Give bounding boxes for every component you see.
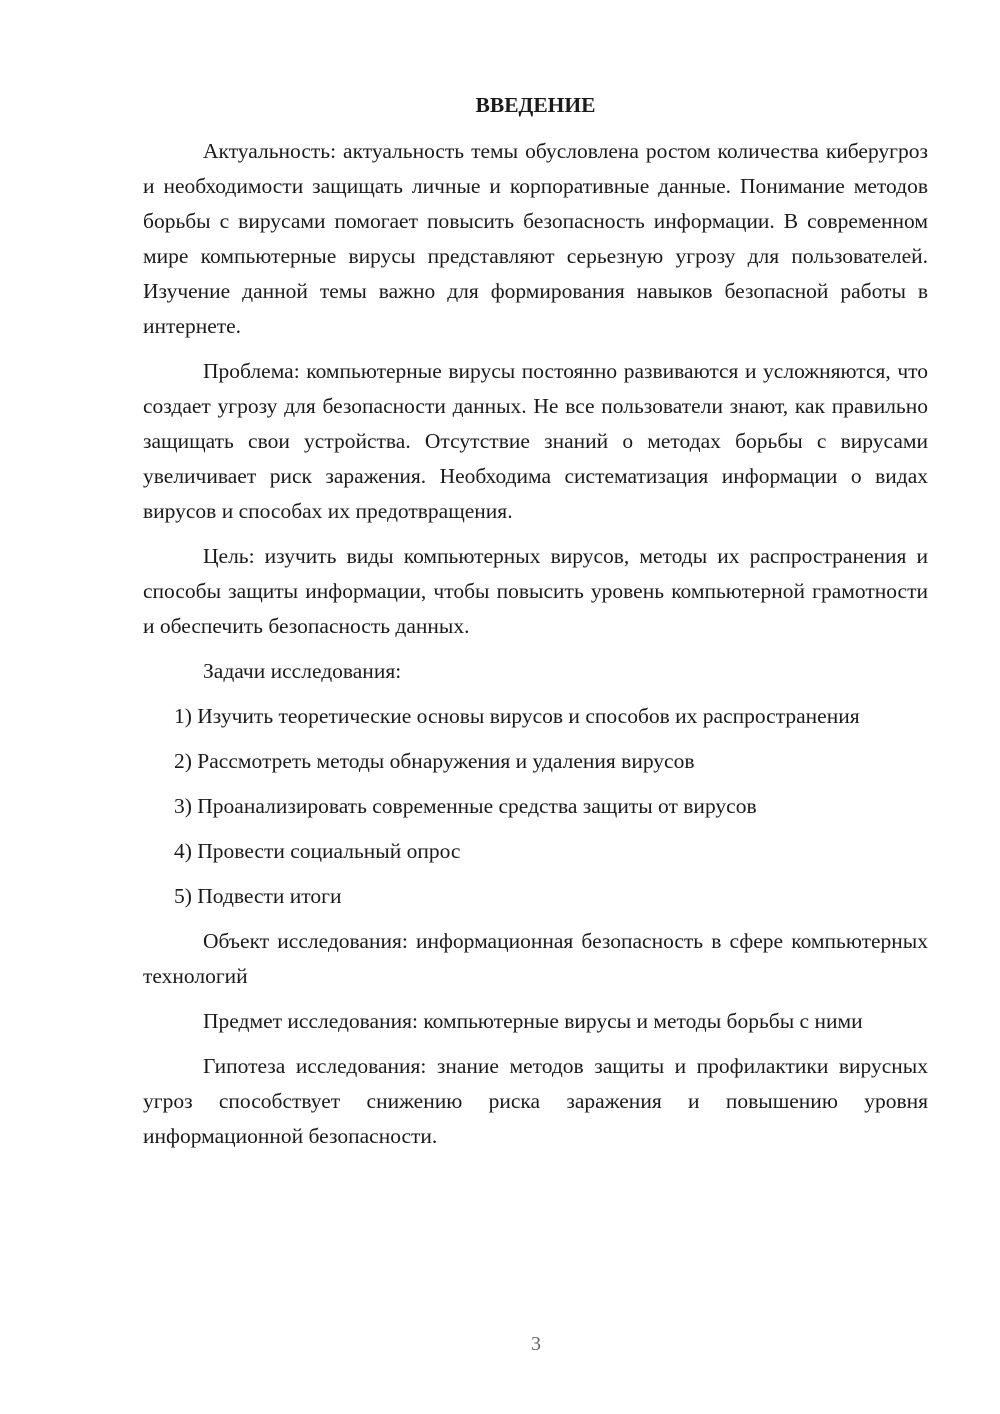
tasks-heading: Задачи исследования: (203, 659, 402, 683)
section-title: ВВЕДЕНИЕ (475, 93, 596, 117)
paragraph-hypothesis: Гипотеза исследования: знание методов защиты и профилактики вирусных угроз способствует снижению риска заражения и повышению уровня информационной безопасности. (143, 1054, 928, 1148)
paragraph-problem: Проблема: компьютерные вирусы постоянно развиваются и усложняются, что создает угрозу для безопасности данных. Не все пользователи знают, как правильно защищать свои устройства. Отсутствие знаний о методах борьбы с вирусами увеличивает риск заражения. Необходима систематизация информации о видах вирусов и способах их предотвращения. (143, 359, 928, 523)
page-number: 3 (531, 1333, 541, 1355)
list-item: 3) Проанализировать современные средства защиты от вирусов (174, 794, 757, 818)
list-item: 1) Изучить теоретические основы вирусов и способов их распространения (174, 704, 860, 728)
document-page (143, 88, 928, 1164)
tasks-list (143, 699, 928, 914)
list-item: 2) Рассмотреть методы обнаружения и удаления вирусов (174, 749, 695, 773)
list-item: 4) Провести социальный опрос (174, 839, 461, 863)
paragraph-object: Объект исследования: информационная безопасность в сфере компьютерных технологий (143, 929, 928, 988)
paragraph-goal: Цель: изучить виды компьютерных вирусов, методы их распространения и способы защиты информации, чтобы повысить уровень компьютерной грамотности и обеспечить безопасность данных. (143, 544, 928, 638)
paragraph-subject: Предмет исследования: компьютерные вирусы и методы борьбы с ними (203, 1009, 863, 1033)
list-item: 5) Подвести итоги (174, 884, 342, 908)
paragraph-relevance: Актуальность: актуальность темы обусловлена ростом количества киберугроз и необходимости защищать личные и корпоративные данные. Понимание методов борьбы с вирусами помогает повысить безопасность информации. В современном мире компьютерные вирусы представляют серьезную угрозу для пользователей. Изучение данной темы важно для формирования навыков безопасной работы в интернете. (143, 139, 928, 338)
